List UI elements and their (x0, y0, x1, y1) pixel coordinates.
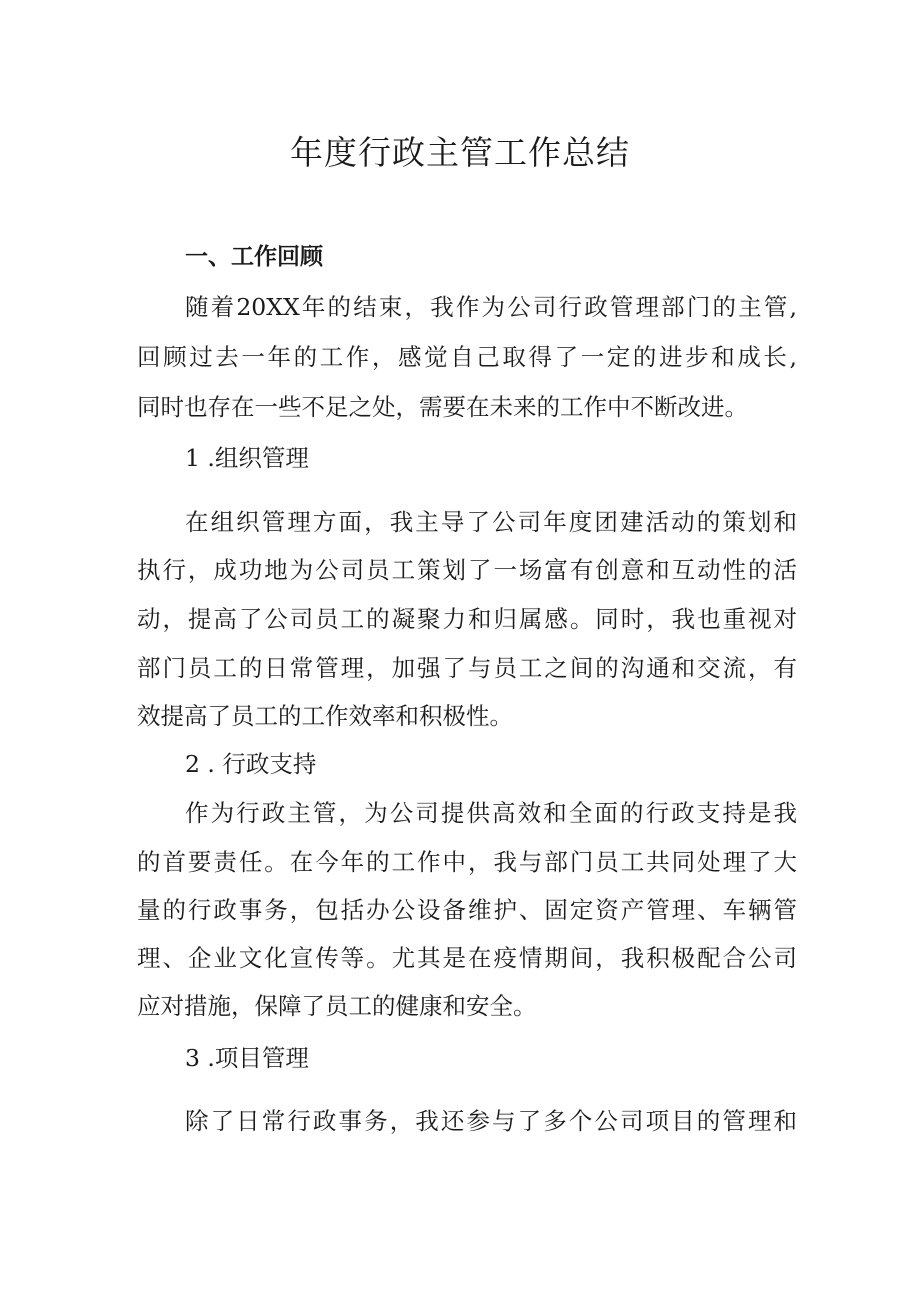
document-title: 年度行政主管工作总结 (290, 133, 630, 172)
subheading-administrative-support: 2 . 行政支持 (185, 750, 317, 778)
section-heading-work-review: 一、工作回顾 (185, 244, 323, 270)
paragraph-line: 随着20XX年的结束，我作为公司行政管理部门的主管, (185, 293, 797, 321)
paragraph-line: 理、企业文化宣传等。尤其是在疫情期间，我积极配合公司 (137, 944, 797, 972)
paragraph-line: 回顾过去一年的工作，感觉自己取得了一定的进步和成长, (137, 343, 797, 371)
paragraph-line: 部门员工的日常管理，加强了与员工之间的沟通和交流，有 (137, 654, 797, 682)
paragraph-line: 动，提高了公司员工的凝聚力和归属感。同时，我也重视对 (137, 605, 797, 633)
paragraph-line: 除了日常行政事务，我还参与了多个公司项目的管理和 (185, 1107, 797, 1135)
paragraph-line: 在组织管理方面，我主导了公司年度团建活动的策划和 (185, 508, 797, 536)
paragraph-line: 量的行政事务，包括办公设备维护、固定资产管理、车辆管 (137, 896, 797, 924)
subheading-project-management: 3 .项目管理 (185, 1044, 309, 1072)
paragraph-line: 作为行政主管，为公司提供高效和全面的行政支持是我 (185, 799, 797, 827)
subheading-organization-management: 1 .组织管理 (185, 444, 309, 472)
paragraph-line: 效提高了员工的工作效率和积极性。 (137, 702, 513, 730)
paragraph-line: 的首要责任。在今年的工作中，我与部门员工共同处理了大 (137, 848, 797, 876)
paragraph-line: 执行，成功地为公司员工策划了一场富有创意和互动性的活 (137, 556, 797, 584)
paragraph-line: 应对措施，保障了员工的健康和安全。 (137, 992, 537, 1020)
paragraph-line: 同时也存在一些不足之处，需要在未来的工作中不断改进。 (137, 393, 748, 421)
